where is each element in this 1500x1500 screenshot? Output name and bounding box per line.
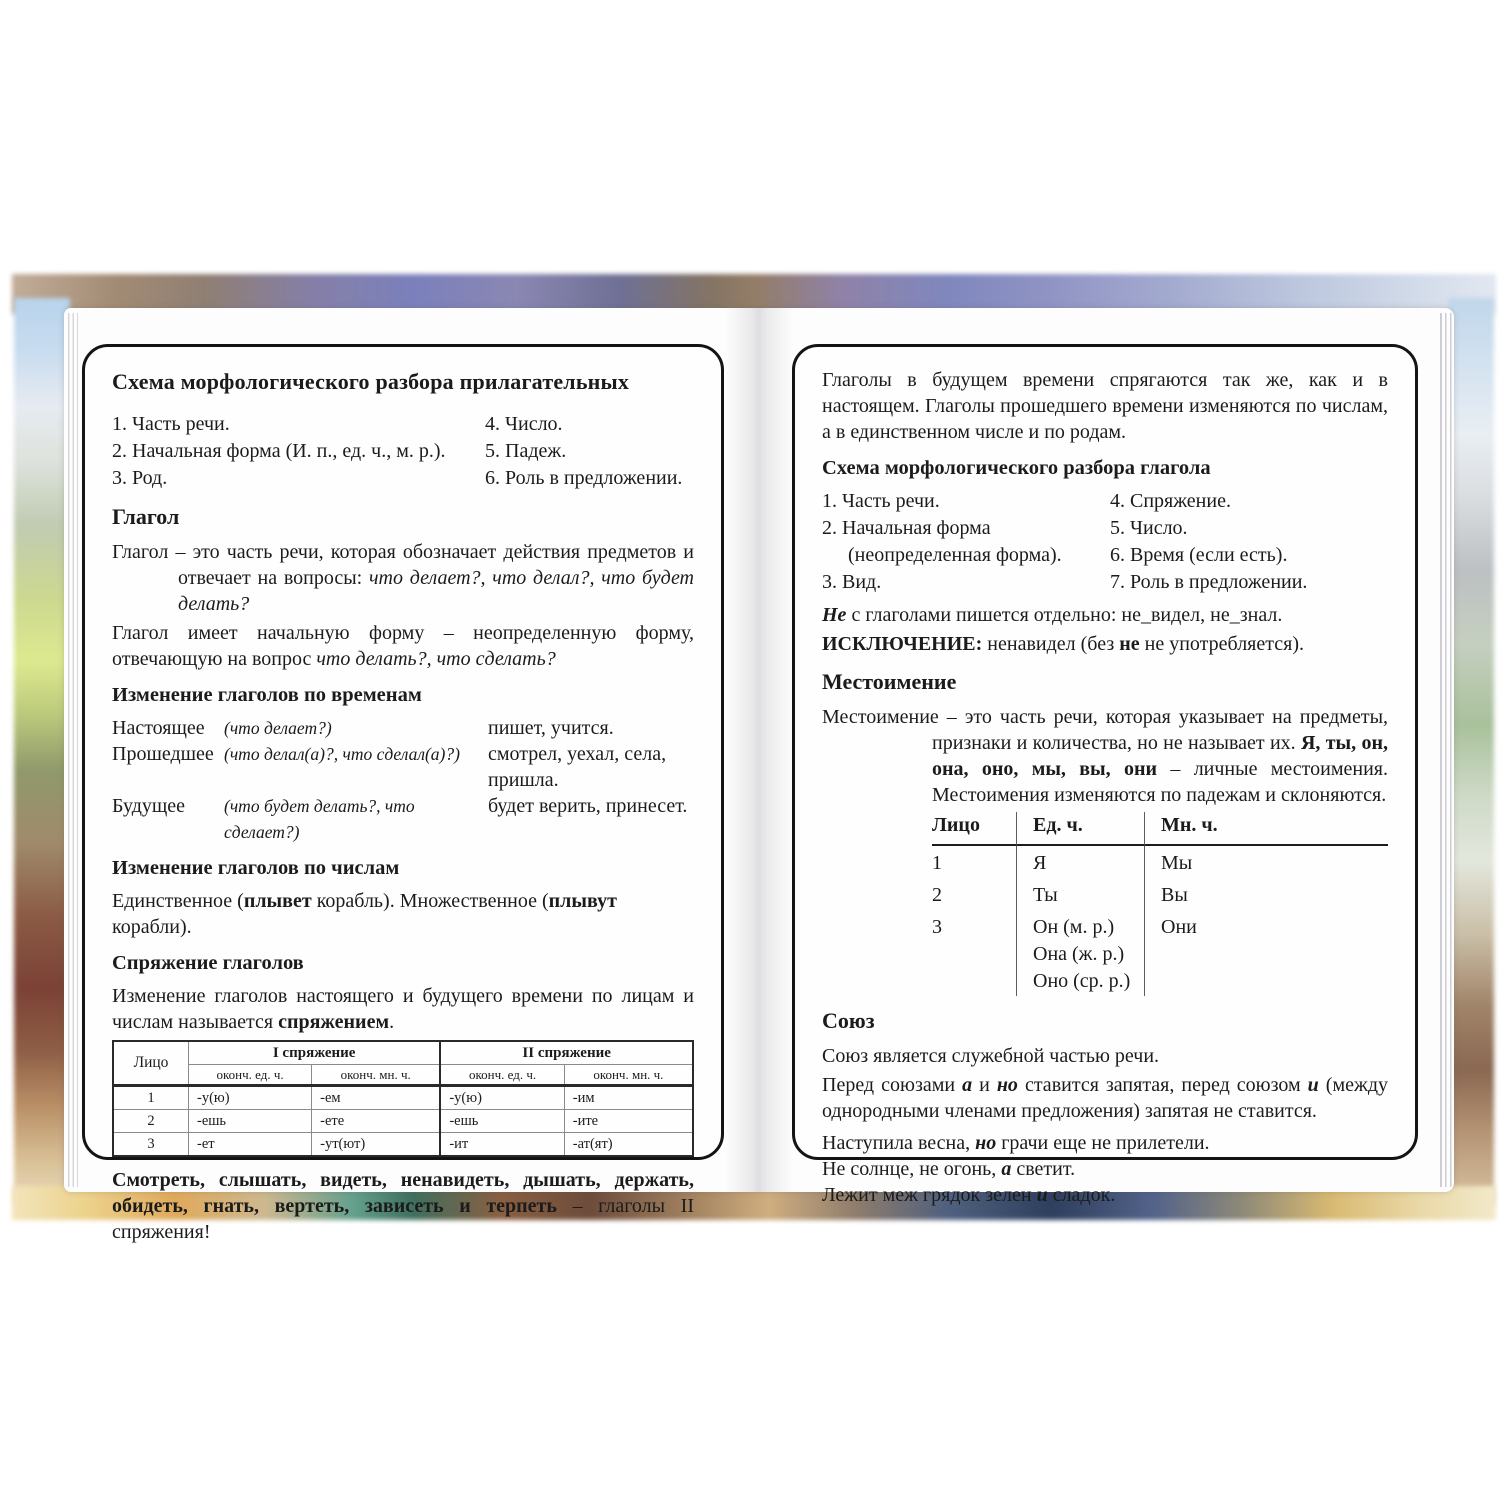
verb-scheme-list — [822, 488, 1388, 596]
list-item: 4. Число. — [485, 413, 563, 435]
tenses-heading: Изменение глаголов по временам — [112, 684, 422, 706]
adjective-scheme-list — [112, 411, 694, 492]
verb-initial-form-note: Глагол имеет начальную форму – неопределенную форму, отвечающую на вопрос что делать?, что сделать? — [112, 622, 694, 670]
table-cell: 2 — [932, 884, 942, 906]
adjective-scheme-title: Схема морфологического разбора прилагательных — [112, 369, 630, 394]
verb-scheme-title: Схема морфологического разбора глагола — [822, 457, 1211, 479]
verb-definition: Глагол – это часть речи, которая обозначает действия предметов и отвечает на вопросы: что делает?, что делал?, что будет делать? — [112, 541, 694, 615]
list-item: 2. Начальная форма (И. п., ед. ч., м. р.). — [112, 440, 446, 462]
table-cell — [1016, 910, 1144, 996]
table-cell: Мы — [1144, 846, 1388, 878]
table-cell: Они — [1144, 910, 1388, 996]
tense-question: (что делает?) — [224, 718, 332, 738]
future-tense-intro: Глаголы в будущем времени спрягаются так же, как и в настоящем. Глаголы прошедшего времени изменяются по числам, а в единственном числе и по родам. — [822, 369, 1388, 443]
right-page-rules-panel — [792, 344, 1418, 1206]
table-row — [113, 1133, 693, 1157]
conjugation-heading: Спряжение глаголов — [112, 952, 304, 974]
table-cell: -ут(ют) — [312, 1133, 441, 1157]
conjugation-intro: Изменение глаголов настоящего и будущего времени по лицам и числам называется спряжением. — [112, 985, 694, 1033]
column-header: Лицо — [113, 1041, 189, 1086]
column-header: Ед. ч. — [1016, 812, 1144, 846]
conjugation-table — [112, 1040, 694, 1157]
table-cell: -ат(ят) — [564, 1133, 693, 1157]
open-book-photo — [18, 278, 1490, 1243]
column-header: II спряжение — [440, 1041, 693, 1065]
table-row — [113, 1065, 693, 1086]
tense-name: Настоящее — [112, 717, 205, 739]
tense-list — [112, 715, 694, 845]
table-row — [113, 1041, 693, 1065]
second-conjugation-note: Смотреть, слышать, видеть, ненавидеть, дышать, держать, обидеть, гнать, вертеть, зависеть и терпеть – глаголы II спряжения! — [112, 1169, 694, 1243]
adjective-scheme-col1 — [112, 411, 485, 492]
table-cell-line: Он (м. р.) — [1033, 916, 1115, 938]
table-cell: 3 — [113, 1133, 189, 1157]
table-cell: -у(ю) — [440, 1086, 564, 1110]
example-sentence: Наступила весна, но грачи еще не прилетели. — [822, 1132, 1210, 1154]
table-row — [113, 1086, 693, 1110]
pronoun-heading: Местоимение — [822, 669, 957, 694]
book-cover-right-edge — [1448, 298, 1494, 1206]
ne-with-verbs-rule: Не с глаголами пишется отдельно: не_видел, не_знал. — [822, 604, 1283, 626]
numbers-text: Единственное (плывет корабль). Множественное (плывут корабли). — [112, 890, 617, 938]
list-item: 5. Число. — [1110, 517, 1188, 539]
ne-exception: ИСКЛЮЧЕНИЕ: ненавидел (без не не употребляется). — [822, 633, 1304, 655]
list-item: 2. Начальная форма (неопределенная форма). — [822, 517, 1062, 566]
column-subheader: оконч. мн. ч. — [312, 1065, 441, 1086]
table-cell-line: Оно (ср. р.) — [1033, 970, 1131, 992]
verb-heading: Глагол — [112, 504, 180, 529]
conjunction-heading: Союз — [822, 1008, 875, 1033]
table-cell: -им — [564, 1086, 693, 1110]
column-header: I спряжение — [189, 1041, 441, 1065]
list-item: 6. Время (если есть). — [1110, 544, 1288, 566]
numbers-heading: Изменение глаголов по числам — [112, 857, 400, 879]
tense-row — [112, 741, 694, 793]
tense-question: (что будет делать?, что сделает?) — [224, 796, 415, 842]
table-cell: 3 — [932, 916, 942, 938]
book-cover-left-edge — [14, 298, 70, 1206]
list-item: 1. Часть речи. — [112, 413, 230, 435]
table-cell: Ты — [1016, 878, 1144, 910]
list-item: 6. Роль в предложении. — [485, 467, 683, 489]
conjunction-comma-rule: Перед союзами а и но ставится запятая, перед союзом и (между однородными членами предложения) запятая не ставится. — [822, 1074, 1388, 1122]
table-cell: Вы — [1144, 878, 1388, 910]
column-subheader: оконч. ед. ч. — [189, 1065, 312, 1086]
table-cell: -ете — [312, 1110, 441, 1133]
verb-scheme-col2 — [1110, 488, 1388, 596]
spine-fold — [725, 308, 793, 1192]
table-cell: 1 — [113, 1086, 189, 1110]
table-cell: Я — [1016, 846, 1144, 878]
column-subheader: оконч. ед. ч. — [440, 1065, 564, 1086]
example-sentence: Лежит меж грядок зелен и сладок. — [822, 1184, 1116, 1206]
list-item: 3. Вид. — [822, 571, 882, 593]
tense-row — [112, 715, 694, 741]
list-item: 5. Падеж. — [485, 440, 567, 462]
table-cell: -ит — [440, 1133, 564, 1157]
tense-name: Прошедшее — [112, 743, 214, 765]
tense-examples: смотрел, уехал, села, пришла. — [488, 743, 667, 791]
list-item: 7. Роль в предложении. — [1110, 571, 1308, 593]
table-cell: -ет — [189, 1133, 312, 1157]
table-cell-line: Она (ж. р.) — [1033, 943, 1125, 965]
pronoun-definition: Местоимение – это часть речи, которая указывает на предметы, признаки и количества, но не называет их. Я, ты, он, она, оно, мы, вы, они – личные местоимения. Местоимения изменяются по падежам и склоняются. — [822, 706, 1388, 806]
tense-examples: пишет, учится. — [488, 717, 614, 739]
table-cell: 1 — [932, 852, 942, 874]
table-cell: 2 — [113, 1110, 189, 1133]
tense-examples: будет верить, принесет. — [488, 795, 688, 817]
example-sentence: Не солнце, не огонь, а светит. — [822, 1158, 1076, 1180]
adjective-scheme-col2 — [485, 411, 694, 492]
column-subheader: оконч. мн. ч. — [564, 1065, 693, 1086]
column-header: Лицо — [932, 812, 1016, 846]
list-item: 1. Часть речи. — [822, 490, 940, 512]
tense-row — [112, 793, 694, 845]
table-cell: -у(ю) — [189, 1086, 312, 1110]
list-item: 4. Спряжение. — [1110, 490, 1231, 512]
table-cell: -ем — [312, 1086, 441, 1110]
table-row — [113, 1110, 693, 1133]
table-cell: -ите — [564, 1110, 693, 1133]
table-cell: -ешь — [189, 1110, 312, 1133]
conjunction-examples — [822, 1130, 1388, 1208]
pronoun-table — [932, 812, 1388, 996]
column-header: Мн. ч. — [1144, 812, 1388, 846]
left-page-rules-panel — [82, 344, 724, 1243]
list-item: 3. Род. — [112, 467, 168, 489]
conjunction-line1: Союз является служебной частью речи. — [822, 1045, 1160, 1067]
tense-name: Будущее — [112, 795, 186, 817]
verb-scheme-col1 — [822, 488, 1110, 596]
tense-question: (что делал(а)?, что сделал(а)?) — [224, 744, 460, 764]
table-cell: -ешь — [440, 1110, 564, 1133]
